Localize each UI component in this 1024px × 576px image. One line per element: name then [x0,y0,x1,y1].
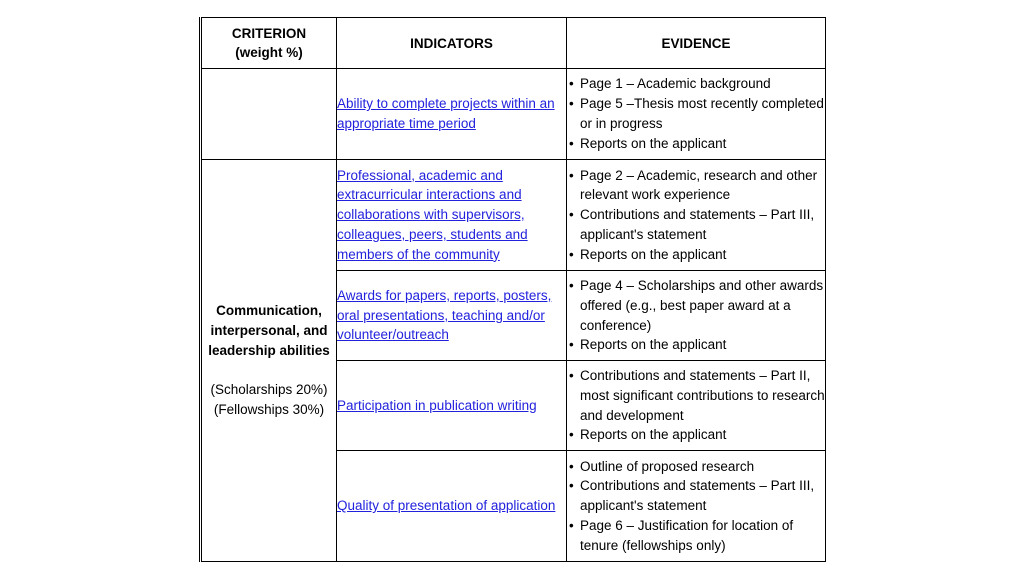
evidence-header: EVIDENCE [567,18,826,69]
evidence-item: • Contributions and statements – Part III, applicant's statement [567,205,825,245]
evidence-item: • Reports on the applicant [567,134,825,154]
criterion-title: Communication, interpersonal, and leadership abilities [208,303,330,358]
indicator-link-publication[interactable]: Participation in publication writing [337,397,537,413]
indicator-cell [337,271,567,361]
evidence-list [567,457,825,556]
indicator-cell [337,160,567,271]
indicator-cell [337,361,567,451]
indicator-cell [337,69,567,160]
evidence-item: • Reports on the applicant [567,335,825,355]
criterion-weights [202,380,336,420]
table-row [201,160,826,271]
indicator-link-presentation-quality[interactable]: Quality of presentation of application [337,498,556,514]
evidence-item: • Contributions and statements – Part III, applicant's statement [567,476,825,516]
criterion-header [201,18,337,69]
criterion-header-label: CRITERION [231,26,307,41]
evidence-item: • Page 2 – Academic, research and other relevant work experience [567,166,825,206]
evidence-item: • Page 4 – Scholarships and other awards offered (e.g., best paper award at a conference) [567,276,825,335]
evidence-item: • Reports on the applicant [567,245,825,265]
evidence-cell [567,361,826,451]
evidence-list [567,74,825,153]
criterion-header-sublabel: (weight %) [235,45,303,60]
indicators-header: INDICATORS [337,18,567,69]
evidence-item: • Page 5 –Thesis most recently completed or in progress [567,94,825,134]
evidence-cell [567,271,826,361]
evidence-cell [567,160,826,271]
evidence-list [567,276,825,355]
evidence-item: • Outline of proposed research [567,457,825,477]
evidence-list [567,166,825,265]
weight-scholarships: (Scholarships 20%) [210,382,328,398]
evidence-cell [567,451,826,562]
criteria-table [199,17,826,562]
evidence-cell [567,69,826,160]
header-row [201,18,826,69]
evidence-list [567,366,825,445]
evidence-item: • Page 1 – Academic background [567,74,825,94]
criterion-cell-empty [201,69,337,160]
criterion-cell [201,160,337,562]
indicator-link-timely-completion[interactable]: Ability to complete projects within an appropriate time period [337,96,555,131]
evidence-item: • Reports on the applicant [567,425,825,445]
weight-fellowships: (Fellowships 30%) [213,402,325,418]
indicator-link-awards[interactable]: Awards for papers, reports, posters, oral presentations, teaching and/or volunteer/outreach [337,287,552,343]
table-row [201,69,826,160]
evidence-item: • Contributions and statements – Part II, most significant contributions to research and development [567,366,825,425]
evidence-item: • Page 6 – Justification for location of tenure (fellowships only) [567,516,825,556]
indicator-cell [337,451,567,562]
indicator-link-interactions[interactable]: Professional, academic and extracurricular interactions and collaborations with supervisors, colleagues, peers, students and members of the community [337,167,528,262]
